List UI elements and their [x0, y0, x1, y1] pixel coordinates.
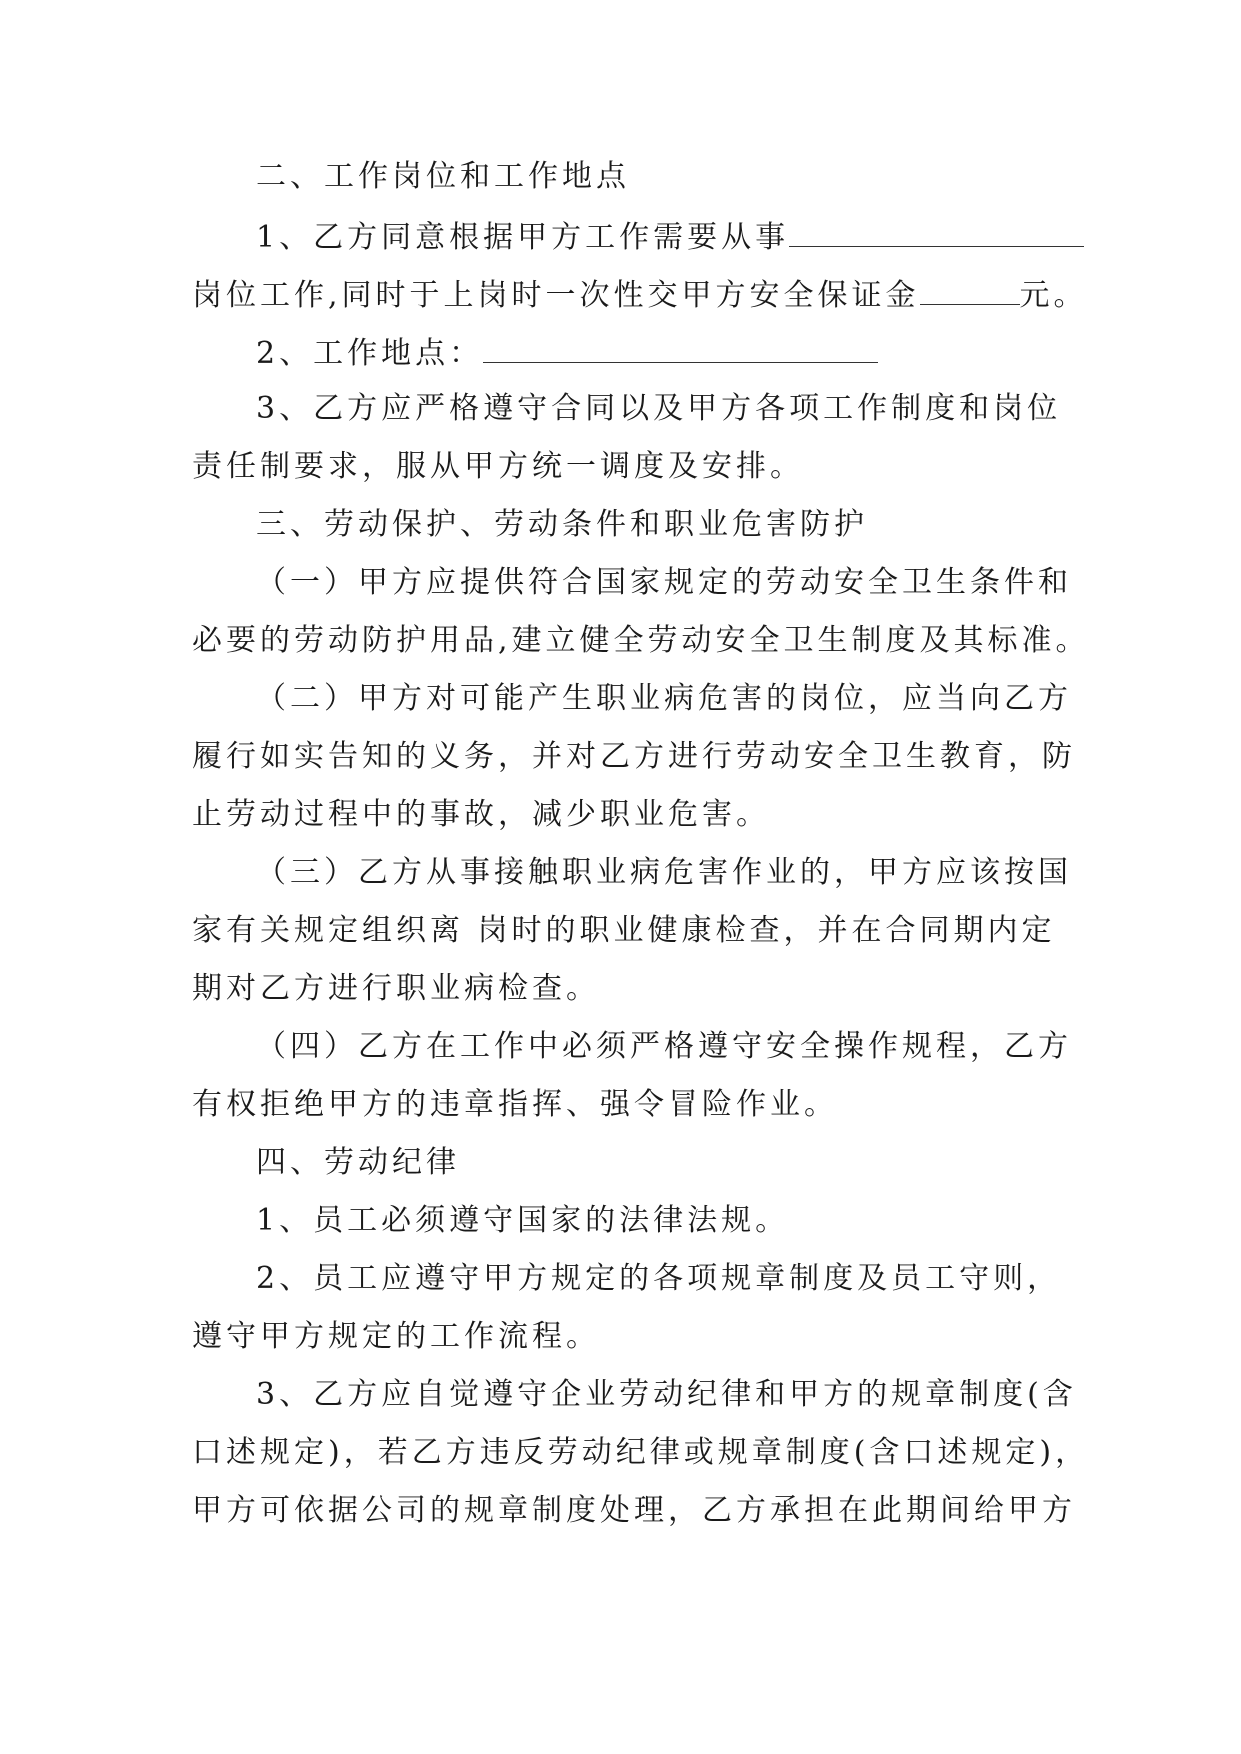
- line-text: 有权拒绝甲方的违章指挥、强令冒险作业。: [192, 1087, 838, 1122]
- line-text: 2、员工应遵守甲方规定的各项规章制度及员工守则，: [256, 1261, 1062, 1296]
- paragraph-line: [192, 1086, 1050, 1144]
- paragraph-line: [192, 622, 1090, 680]
- line-text: （四）乙方在工作中必须严格遵守安全操作规程，乙方: [256, 1029, 1072, 1064]
- line-text: （一）甲方应提供符合国家规定的劳动安全卫生条件和: [256, 565, 1072, 600]
- paragraph-line: [192, 738, 1076, 796]
- paragraph-line: [192, 564, 1072, 622]
- work-place-blank[interactable]: [483, 332, 878, 363]
- line-text: 甲方可依据公司的规章制度处理，乙方承担在此期间给甲方: [192, 1493, 1076, 1528]
- paragraph-line: [192, 1260, 1062, 1318]
- paragraph-line: [192, 1434, 1090, 1492]
- line-text: （三）乙方从事接触职业病危害作业的，甲方应该按国: [256, 855, 1072, 890]
- paragraph-line: [192, 1028, 1072, 1086]
- line-text: 三、劳动保护、劳动条件和职业危害防护: [256, 507, 868, 542]
- line-text: 期对乙方进行职业病检查。: [192, 971, 600, 1006]
- line-text: 2、工作地点：: [256, 336, 484, 371]
- section-heading-labor-discipline: [192, 1144, 1050, 1202]
- line-text: 口述规定)，若乙方违反劳动纪律或规章制度(含口述规定)，: [192, 1435, 1090, 1470]
- line-text: 责任制要求，服从甲方统一调度及安排。: [192, 449, 804, 484]
- paragraph-line: [192, 1376, 1077, 1434]
- line-text: 止劳动过程中的事故，减少职业危害。: [192, 797, 770, 832]
- section-heading-job-location: [192, 158, 1050, 216]
- line-text: 1、乙方同意根据甲方工作需要从事: [256, 220, 790, 255]
- line-text: 四、劳动纪律: [256, 1145, 460, 1180]
- line-text: 1、员工必须遵守国家的法律法规。: [256, 1203, 790, 1238]
- document-page: [192, 158, 1090, 1550]
- section-heading-labor-protection: [192, 506, 1050, 564]
- line-text: 遵守甲方规定的工作流程。: [192, 1319, 600, 1354]
- line-text: 岗位工作,同时于上岗时一次性交甲方安全保证金: [192, 278, 920, 313]
- deposit-amount-blank[interactable]: [920, 274, 1020, 305]
- paragraph-line: [192, 390, 1062, 448]
- paragraph-line: [192, 854, 1072, 912]
- paragraph-line: [192, 680, 1072, 738]
- line-text: 二、工作岗位和工作地点: [256, 159, 630, 194]
- line-text: 履行如实告知的义务，并对乙方进行劳动安全卫生教育，防: [192, 739, 1076, 774]
- paragraph-line: [192, 1492, 1076, 1550]
- paragraph-line: [192, 912, 1056, 970]
- paragraph-line: [192, 796, 1050, 854]
- job-post-blank[interactable]: [789, 216, 1084, 247]
- paragraph-line: [192, 970, 1050, 1028]
- clause-work-place: [192, 332, 1050, 390]
- clause-deposit: [192, 274, 1088, 332]
- line-text: （二）甲方对可能产生职业病危害的岗位，应当向乙方: [256, 681, 1072, 716]
- line-text: 3、乙方应自觉遵守企业劳动纪律和甲方的规章制度(含: [256, 1377, 1077, 1412]
- line-text: 3、乙方应严格遵守合同以及甲方各项工作制度和岗位: [256, 391, 1062, 426]
- line-text: 家有关规定组织离 岗时的职业健康检查，并在合同期内定: [192, 913, 1056, 948]
- paragraph-line: [192, 1318, 1050, 1376]
- paragraph-line: [192, 448, 1050, 506]
- line-text: 必要的劳动防护用品,建立健全劳动安全卫生制度及其标准。: [192, 623, 1090, 658]
- paragraph-line: [192, 1202, 1050, 1260]
- line-text-after: 元。: [1019, 278, 1088, 313]
- clause-job-post: [192, 216, 1050, 274]
